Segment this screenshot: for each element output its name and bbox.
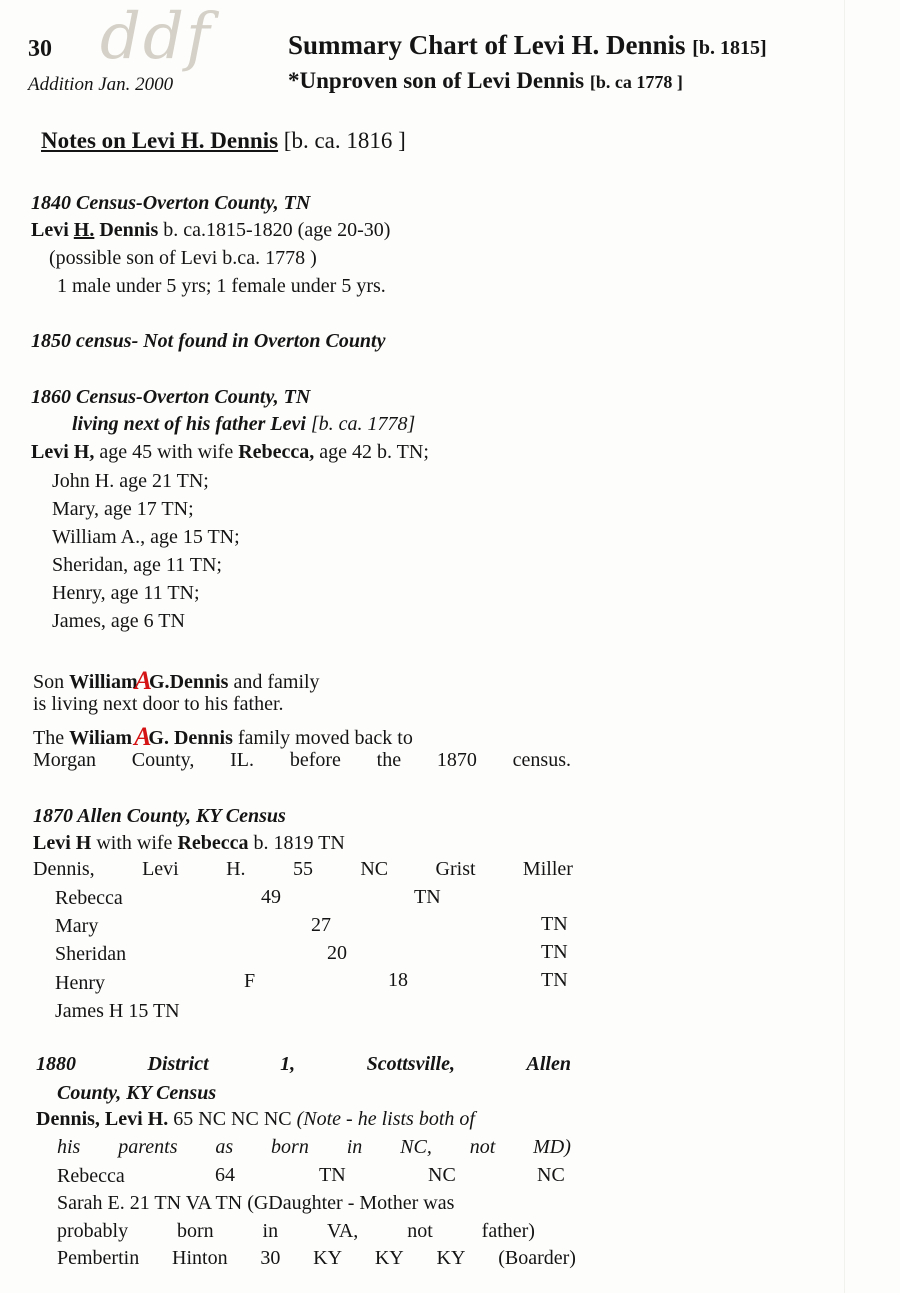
word: not bbox=[407, 1220, 433, 1242]
table-cell: 49 bbox=[261, 886, 281, 908]
table-cell: TN bbox=[541, 941, 568, 963]
son-initial: G. bbox=[149, 671, 170, 693]
word: Morgan bbox=[33, 749, 96, 771]
notes-heading bbox=[41, 128, 406, 154]
cell: Dennis, bbox=[33, 858, 95, 880]
word: NC, bbox=[400, 1136, 432, 1158]
table-cell: TN bbox=[541, 969, 568, 991]
table-cell: Rebecca bbox=[57, 1165, 125, 1187]
cell: KY bbox=[313, 1247, 343, 1269]
cell: Pembertin bbox=[57, 1247, 140, 1269]
census-1840-line3: 1 male under 5 yrs; 1 female under 5 yrs. bbox=[57, 275, 386, 297]
word: Scottsville, bbox=[366, 1053, 455, 1075]
page-number: 30 bbox=[28, 36, 52, 62]
table-row bbox=[33, 858, 573, 881]
page-title bbox=[288, 30, 767, 61]
word: County, bbox=[131, 749, 195, 771]
sarah-line2 bbox=[57, 1220, 535, 1243]
living-next-text: living next of his father Levi bbox=[72, 413, 306, 435]
head-end: age 42 b. TN; bbox=[319, 441, 429, 463]
red-correction-mark: A bbox=[134, 666, 152, 695]
list-item: William A., age 15 TN; bbox=[52, 526, 240, 548]
cell: Levi bbox=[142, 858, 179, 880]
sarah-line1: Sarah E. 21 TN VA TN (GDaughter - Mother was bbox=[57, 1192, 455, 1214]
table-cell: Henry bbox=[55, 972, 105, 994]
census-1860-heading: 1860 Census-Overton County, TN bbox=[31, 386, 311, 408]
table-cell: 64 bbox=[215, 1164, 235, 1186]
name-initial: H. bbox=[73, 219, 95, 241]
son-note-line1 bbox=[33, 665, 320, 695]
son-name: Wiliam bbox=[69, 727, 133, 749]
word: parents bbox=[118, 1136, 178, 1158]
head-mid: with wife bbox=[96, 832, 173, 854]
subtitle-birth: [b. ca 1778 ] bbox=[589, 72, 683, 92]
census-1850-heading: 1850 census- Not found in Overton County bbox=[31, 330, 386, 352]
name-rest: b. ca.1815-1820 (age 20-30) bbox=[163, 219, 391, 241]
table-cell: NC bbox=[428, 1164, 456, 1186]
son-note-line2: is living next door to his father. bbox=[33, 693, 284, 715]
cell: Grist bbox=[435, 858, 476, 880]
list-item: John H. age 21 TN; bbox=[52, 470, 209, 492]
cell: 55 bbox=[292, 858, 313, 880]
cell: KY bbox=[436, 1247, 466, 1269]
son-surname: Dennis bbox=[173, 727, 233, 749]
table-cell: NC bbox=[537, 1164, 565, 1186]
cell: Miller bbox=[522, 858, 573, 880]
cell: H. bbox=[226, 858, 246, 880]
head-name: Dennis, Levi H. bbox=[36, 1108, 169, 1130]
table-row bbox=[57, 1247, 576, 1270]
census-1840-heading: 1840 Census-Overton County, TN bbox=[31, 192, 311, 214]
word: as bbox=[215, 1136, 234, 1158]
word: his bbox=[57, 1136, 81, 1158]
name-first: Levi bbox=[31, 219, 69, 241]
cell: (Boarder) bbox=[498, 1247, 576, 1269]
word: born bbox=[271, 1136, 309, 1158]
head-name: Levi H, bbox=[31, 441, 95, 463]
census-1880-heading bbox=[36, 1053, 571, 1076]
text-post: family moved back to bbox=[237, 727, 413, 749]
table-cell: TN bbox=[541, 913, 568, 935]
table-cell: 20 bbox=[327, 942, 347, 964]
table-cell: F bbox=[244, 970, 256, 992]
wife-name: Rebecca, bbox=[238, 441, 315, 463]
note-start: (Note - he lists both of bbox=[296, 1108, 475, 1130]
word: not bbox=[469, 1136, 496, 1158]
list-item: Henry, age 11 TN; bbox=[52, 582, 200, 604]
word: 1870 bbox=[436, 749, 477, 771]
word: VA, bbox=[327, 1220, 359, 1242]
census-1860-living-next bbox=[72, 413, 415, 436]
census-1880-heading-line2: County, KY Census bbox=[57, 1082, 217, 1104]
table-cell: 27 bbox=[311, 914, 331, 936]
list-item: Mary, age 17 TN; bbox=[52, 498, 194, 520]
word: District bbox=[147, 1053, 209, 1075]
page-fold-line bbox=[844, 0, 845, 1293]
word: MD) bbox=[533, 1136, 571, 1158]
table-cell: Rebecca bbox=[55, 887, 123, 909]
word: Allen bbox=[526, 1053, 571, 1075]
subtitle-text: *Unproven son of Levi Dennis bbox=[288, 68, 585, 93]
son-initial: G. bbox=[148, 727, 169, 749]
head-end: b. 1819 TN bbox=[253, 832, 345, 854]
table-cell: TN bbox=[414, 886, 441, 908]
table-cell: 18 bbox=[388, 969, 408, 991]
word: probably bbox=[57, 1220, 129, 1242]
son-name: William bbox=[69, 671, 138, 693]
census-1860-head bbox=[31, 441, 429, 464]
head-name: Levi H bbox=[33, 832, 92, 854]
census-1840-line2: (possible son of Levi b.ca. 1778 ) bbox=[49, 247, 317, 269]
cell: KY bbox=[374, 1247, 404, 1269]
cell: NC bbox=[360, 858, 389, 880]
notes-heading-text: Notes on Levi H. Dennis bbox=[41, 128, 279, 153]
table-cell: Mary bbox=[55, 915, 99, 937]
table-cell: Sheridan bbox=[55, 943, 127, 965]
census-1840-line1 bbox=[31, 219, 390, 242]
word: father) bbox=[481, 1220, 535, 1242]
page-subtitle bbox=[288, 68, 683, 94]
text-pre: The bbox=[33, 727, 65, 749]
son-note-line4 bbox=[33, 749, 571, 772]
notes-heading-birth: [b. ca. 1816 ] bbox=[283, 128, 406, 153]
red-correction-mark: A bbox=[134, 722, 152, 751]
ddf-watermark: ddf bbox=[100, 0, 212, 74]
word: in bbox=[346, 1136, 363, 1158]
table-cell: TN bbox=[319, 1164, 346, 1186]
word: born bbox=[176, 1220, 214, 1242]
head-mid: age 45 with wife bbox=[99, 441, 234, 463]
text-pre: Son bbox=[33, 671, 65, 693]
addition-date: Addition Jan. 2000 bbox=[28, 74, 174, 95]
name-last: Dennis bbox=[99, 219, 159, 241]
cell: Hinton bbox=[172, 1247, 228, 1269]
word: 1, bbox=[280, 1053, 296, 1075]
living-next-birth: [b. ca. 1778] bbox=[310, 413, 416, 435]
text-post: and family bbox=[233, 671, 320, 693]
list-item: James, age 6 TN bbox=[52, 610, 185, 632]
list-item: Sheridan, age 11 TN; bbox=[52, 554, 222, 576]
title-birth: [b. 1815] bbox=[692, 37, 767, 59]
head-rest: 65 NC NC NC bbox=[173, 1108, 292, 1130]
table-row: James H 15 TN bbox=[55, 1000, 180, 1022]
word: the bbox=[376, 749, 402, 771]
cell: 30 bbox=[260, 1247, 281, 1269]
title-text: Summary Chart of Levi H. Dennis bbox=[288, 30, 686, 60]
word: 1880 bbox=[36, 1053, 76, 1075]
census-1870-heading: 1870 Allen County, KY Census bbox=[33, 805, 286, 827]
census-1880-note bbox=[57, 1136, 571, 1159]
son-surname: Dennis bbox=[169, 671, 229, 693]
census-1880-head bbox=[36, 1108, 475, 1131]
word: in bbox=[262, 1220, 279, 1242]
census-1870-head bbox=[33, 832, 345, 855]
word: before bbox=[289, 749, 341, 771]
son-note-line3 bbox=[33, 721, 413, 751]
wife-name: Rebecca bbox=[177, 832, 249, 854]
word: census. bbox=[512, 749, 571, 771]
word: IL. bbox=[230, 749, 255, 771]
